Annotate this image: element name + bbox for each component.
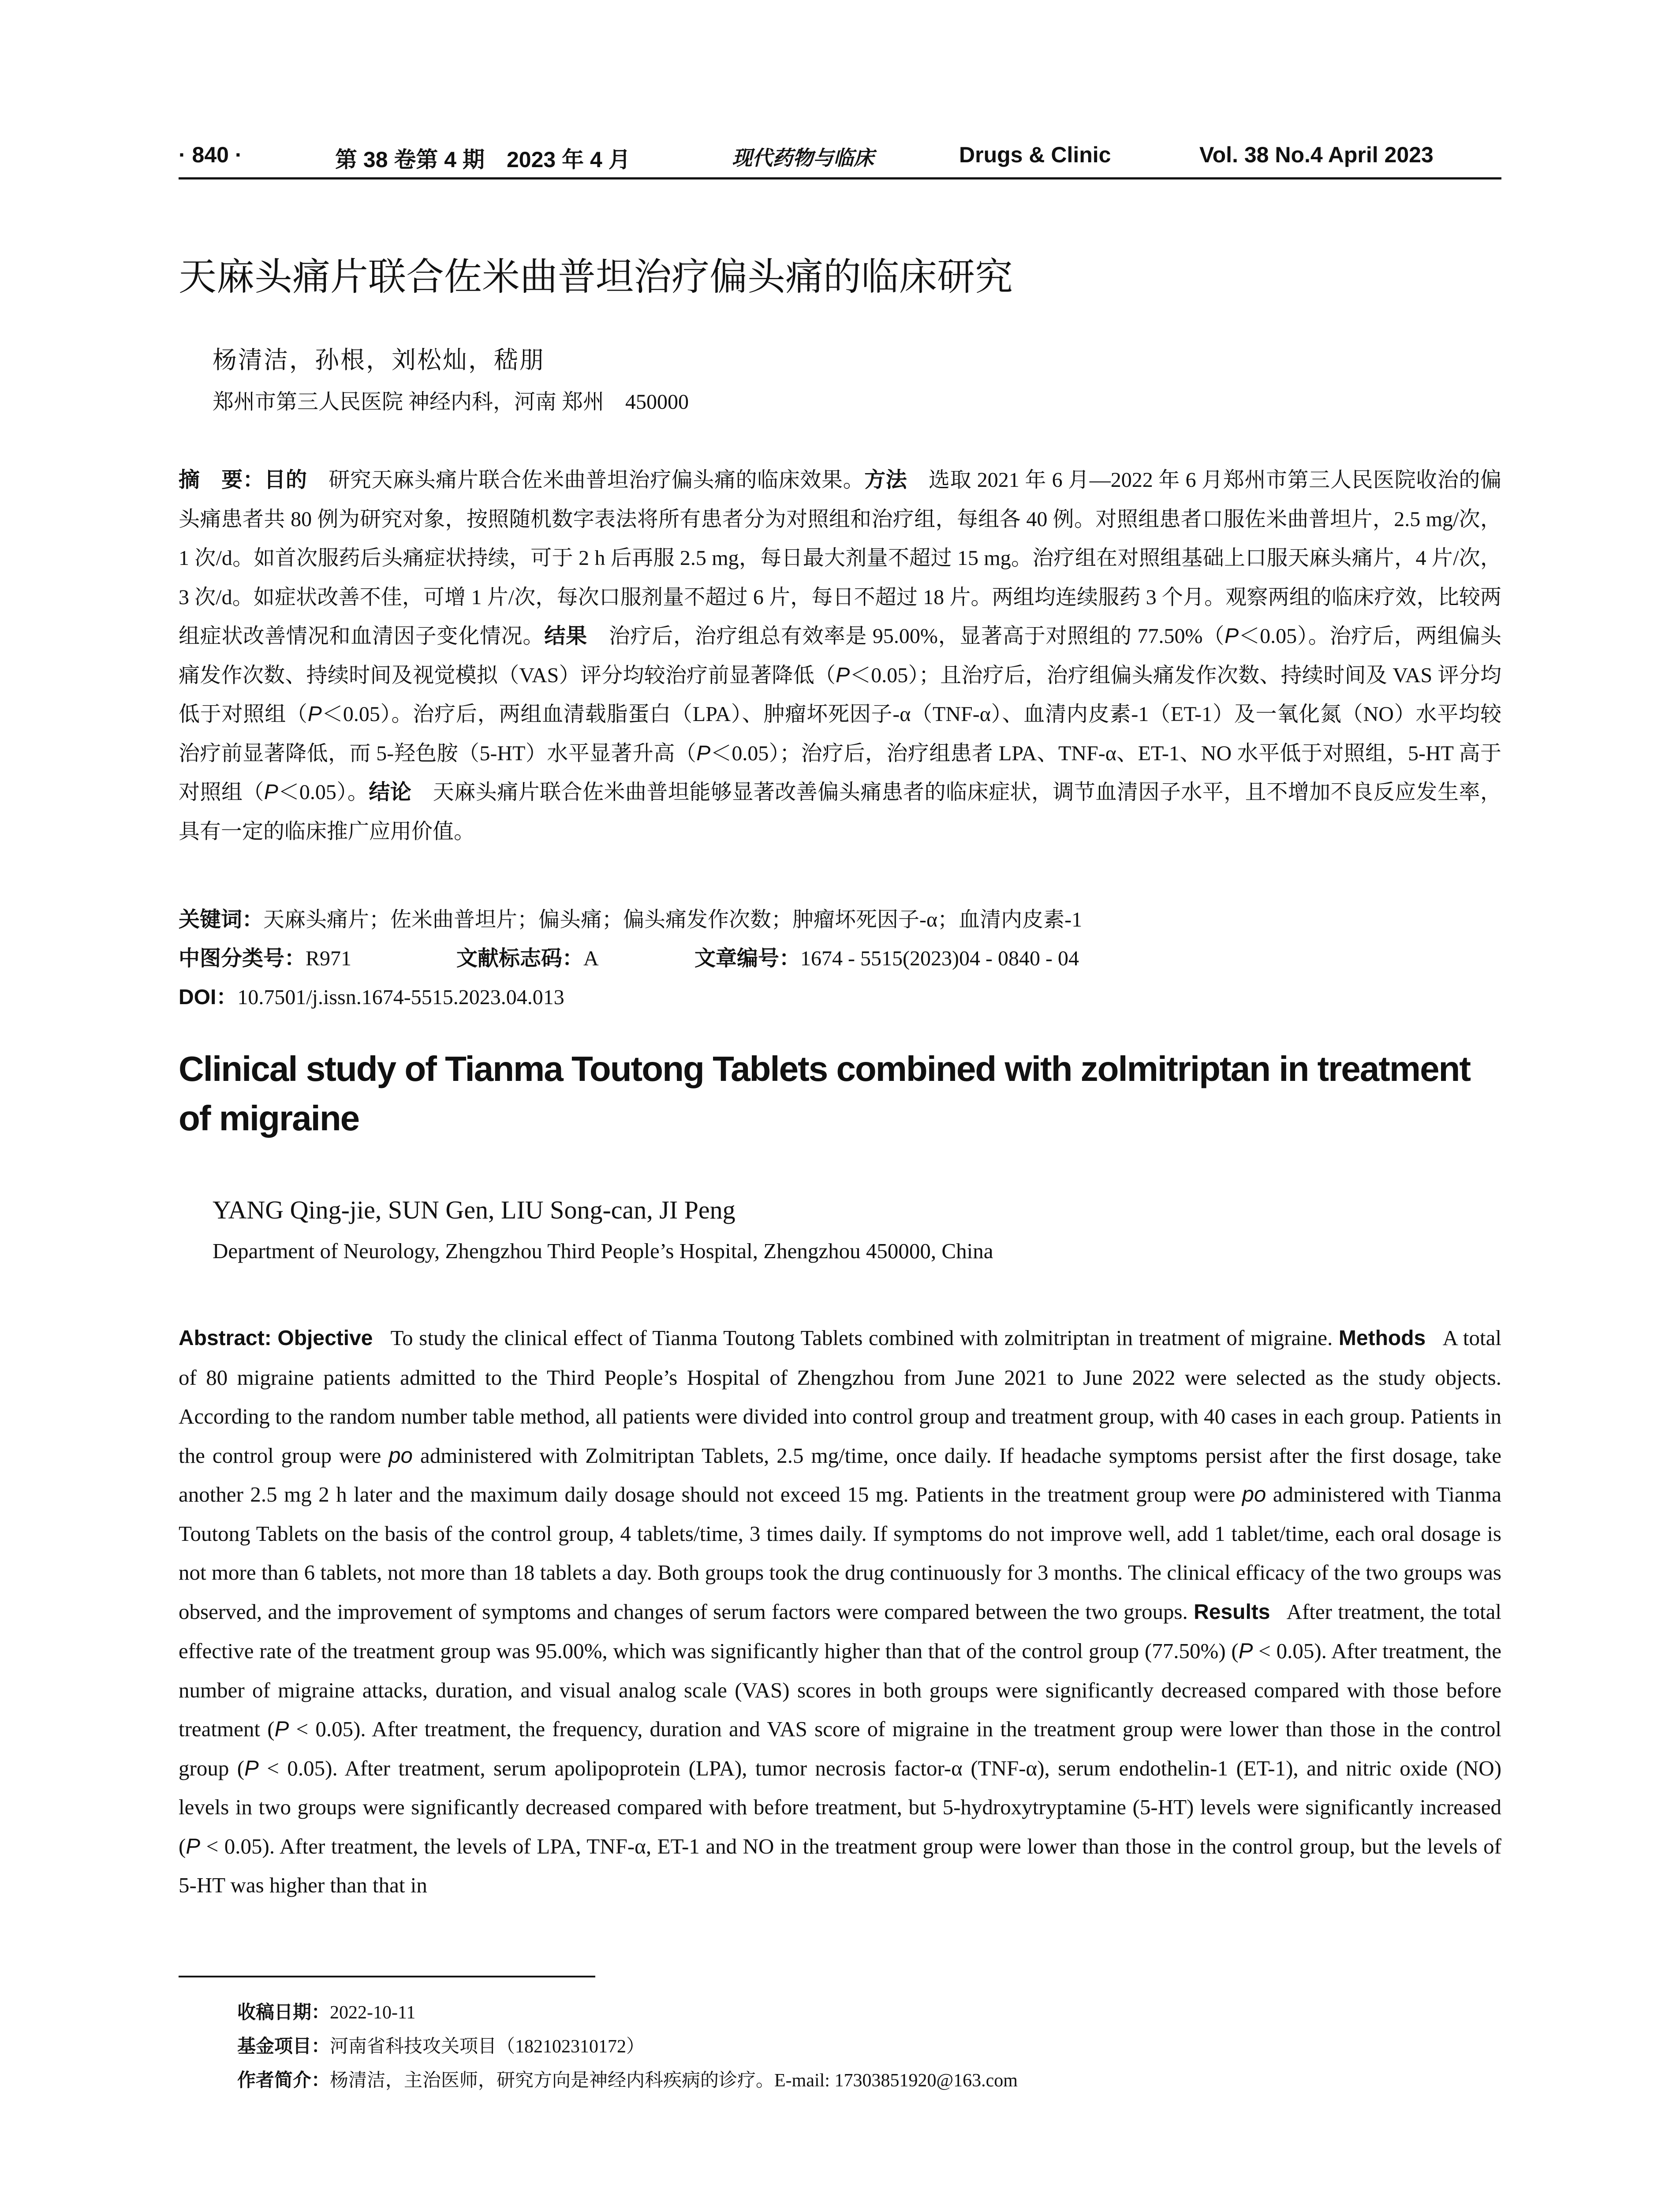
- results-text-en-2: < 0.05). After treatment, the number of migraine attacks, duration, and visual analog scale (VAS) scores in both groups were significantly decreased compared with those before treatment (: [179, 1639, 1501, 1741]
- p-value-cn-4: P: [696, 741, 711, 765]
- volume-cn: 第 38 卷第 4 期 2023 年 4 月: [335, 147, 631, 172]
- objective-text-en: To study the clinical effect of Tianma Toutong Tablets combined with zolmitriptan in treatment of migraine.: [390, 1326, 1333, 1350]
- keywords: 天麻头痛片；佐米曲普坦片；偏头痛；偏头痛发作次数；肿瘤坏死因子-α；血清内皮素-1: [263, 908, 1083, 931]
- keywords-label: 关键词：: [179, 908, 264, 931]
- abstract-label-en: Abstract:: [179, 1327, 272, 1350]
- p-value-cn-5: P: [264, 781, 278, 804]
- objective-label-cn: 目的: [264, 468, 307, 492]
- p-value-en-3: P: [244, 1756, 259, 1780]
- po-abbrev-1: po: [388, 1443, 413, 1468]
- received-label: 收稿日期：: [237, 2002, 330, 2022]
- results-label-cn: 结果: [544, 624, 587, 648]
- author-bio-label: 作者简介：: [237, 2070, 330, 2090]
- p-value-cn-2: P: [836, 663, 850, 687]
- conclusion-text-cn: 天麻头痛片联合佐米曲普坦能够显著改善偏头痛患者的临床症状，调节血清因子水平，且不增加不良反应发生率，具有一定的临床推广应用价值。: [179, 781, 1501, 843]
- volume-en: Vol. 38 No.4 April 2023: [1199, 142, 1434, 167]
- p-value-en-2: P: [274, 1717, 289, 1741]
- results-text-en-3: < 0.05). After treatment, the frequency, duration and VAS score of migraine in the treatment group were lower than those in the control group (: [179, 1717, 1501, 1780]
- doi-line: [179, 980, 1501, 1010]
- document-code: A: [583, 947, 599, 970]
- p-value-cn-3: P: [307, 703, 322, 726]
- footnotes: [237, 1996, 1018, 2097]
- clc-label: 中图分类号：: [179, 947, 306, 970]
- results-text-cn-1: 治疗后，治疗组总有效率是 95.00%，显著高于对照组的 77.50%（: [608, 624, 1225, 648]
- english-affiliation: Department of Neurology, Zhengzhou Third People’s Hospital, Zhengzhou 450000, China: [213, 1239, 993, 1263]
- page-number: · 840 ·: [179, 142, 243, 167]
- chinese-affiliation: 郑州市第三人民医院 神经内科，河南 郑州 450000: [213, 390, 689, 414]
- fund-label: 基金项目：: [237, 2036, 330, 2056]
- objective-label-en: Objective: [277, 1327, 373, 1350]
- english-authors: YANG Qing-jie, SUN Gen, LIU Song-can, JI Peng: [213, 1196, 735, 1224]
- results-text-en-1: After treatment, the total effective rate of the treatment group was 95.00%, which was significantly higher than that of the control group (77.50%) (: [179, 1599, 1502, 1663]
- document-code-label: 文献标志码：: [456, 947, 584, 970]
- conclusion-label-cn: 结论: [369, 781, 412, 804]
- footnote-rule: [179, 1976, 595, 1977]
- doi-label: DOI：: [179, 986, 238, 1009]
- methods-label-cn: 方法: [864, 468, 907, 492]
- p-value-en-1: P: [1238, 1639, 1253, 1663]
- header-rule: [179, 177, 1501, 179]
- results-text-cn-6: ＜0.05）。: [278, 781, 369, 804]
- results-text-cn-4: ＜0.05）。治疗后，两组血清载脂蛋白（LPA）、肿瘤坏死因子-α（TNF-α）、血清内皮素-1（ET-1）及一氧化氮（NO）水平均较治疗前显著降低，而 5-羟色胺（5-HT）水平显著升高（: [179, 703, 1501, 765]
- classification-line: [179, 941, 1501, 972]
- chinese-title: 天麻头痛片联合佐米曲普坦治疗偏头痛的临床研究: [179, 256, 1013, 298]
- english-title: Clinical study of Tianma Toutong Tablets combined with zolmitriptan in treatment of migraine: [179, 1049, 1471, 1138]
- fund-project: 河南省科技攻关项目（182102310172）: [330, 2037, 645, 2057]
- abstract-label-cn: 摘 要：: [179, 468, 265, 492]
- po-abbrev-2: po: [1242, 1483, 1266, 1506]
- results-text-en-4: < 0.05). After treatment, serum apolipoprotein (LPA), tumor necrosis factor-α (TNF-α), serum endothelin-1 (ET-1), and nitric oxide (NO) levels in two groups were significantly decreased compared with before treatment, but 5-hydroxytryptamine (5-HT) levels were significantly increased (: [179, 1756, 1502, 1858]
- results-text-cn-5: ＜0.05）；治疗后，治疗组患者 LPA、TNF-α、ET-1、NO 水平低于对照组，5-HT 高于对照组（: [179, 741, 1501, 804]
- doi: 10.7501/j.issn.1674-5515.2023.04.013: [237, 986, 564, 1009]
- methods-text-cn: 选取 2021 年 6 月—2022 年 6 月郑州市第三人民医院收治的偏头痛患者共 80 例为研究对象，按照随机数字表法将所有患者分为对照组和治疗组，每组各 40 例。对照组患者口服佐米曲普坦片，2.5 mg/次，1 次/d。如首次服药后头痛症状持续，可于 2 h 后再服 2.5 mg，每日最大剂量不超过 15 mg。治疗组在对照组基础上口服天麻头痛片，4 片/次，3 次/d。如症状改善不佳，可增 1 片/次，每次口服剂量不超过 6 片，每日不超过 18 片。两组均连续服药 3 个月。观察两组的临床疗效，比较两组症状改善情况和血清因子变化情况。: [179, 468, 1501, 648]
- received-date: 2022-10-11: [330, 2003, 416, 2023]
- author-bio: 杨清洁，主治医师，研究方向是神经内科疾病的诊疗。E-mail: 17303851920@163.com: [330, 2070, 1018, 2091]
- chinese-authors: 杨清洁，孙根，刘松灿，嵇朋: [213, 347, 545, 374]
- results-text-en-5: < 0.05). After treatment, the levels of LPA, TNF-α, ET-1 and NO in the treatment group were lower than those in the control group, but the levels of 5-HT was higher than that in: [179, 1834, 1502, 1897]
- clc-number: R971: [306, 947, 352, 970]
- footnote-received: [237, 1996, 1018, 2029]
- running-header: [179, 142, 1501, 177]
- objective-text-cn: 研究天麻头痛片联合佐米曲普坦治疗偏头痛的临床效果。: [328, 468, 865, 492]
- journal-name-cn: 现代药物与临床: [732, 146, 874, 170]
- results-text-cn-3: ＜0.05）；且治疗后，治疗组偏头痛发作次数、持续时间及 VAS 评分均低于对照组（: [179, 663, 1502, 726]
- methods-text-en-2: administered with Zolmitriptan Tablets, 2.5 mg/time, once daily. If headache symptoms persist after the first dosage, take another 2.5 mg 2 h later and the maximum daily dosage should not exceed 15 mg. Patients in the treatment group were: [179, 1443, 1502, 1506]
- methods-label-en: Methods: [1338, 1327, 1426, 1350]
- article-number-label: 文章编号：: [694, 947, 801, 970]
- methods-text-en-1: A total of 80 migraine patients admitted to the Third People’s Hospital of Zhengzhou from June 2021 to June 2022 were selected as the study objects. According to the random number table method, all patients were divided into control group and treatment group, with 40 cases in each group. Patients in the control group were: [179, 1326, 1502, 1468]
- chinese-abstract: [179, 461, 1501, 851]
- keywords-line: [179, 902, 1501, 933]
- article-number: 1674 - 5515(2023)04 - 0840 - 04: [800, 947, 1079, 970]
- journal-name-en: Drugs & Clinic: [959, 142, 1111, 167]
- footnote-author: [237, 2063, 1018, 2097]
- results-label-en: Results: [1194, 1600, 1270, 1624]
- results-text-cn-2: ＜0.05）。治疗后，两组偏头痛发作次数、持续时间及视觉模拟（VAS）评分均较治疗前显著降低（: [179, 624, 1501, 687]
- methods-text-en-3: administered with Tianma Toutong Tablets on the basis of the control group, 4 tablets/time, 3 times daily. If symptoms do not improve well, add 1 tablet/time, each oral dosage is not more than 6 tablets, not more than 18 tablets a day. Both groups took the drug continuously for 3 months. The clinical efficacy of the two groups was observed, and the improvement of symptoms and changes of serum factors were compared between the two groups.: [179, 1482, 1502, 1624]
- english-abstract: [179, 1319, 1501, 1905]
- footnote-fund: [237, 2029, 1018, 2063]
- p-value-en-4: P: [186, 1834, 201, 1858]
- p-value-cn-1: P: [1225, 624, 1239, 648]
